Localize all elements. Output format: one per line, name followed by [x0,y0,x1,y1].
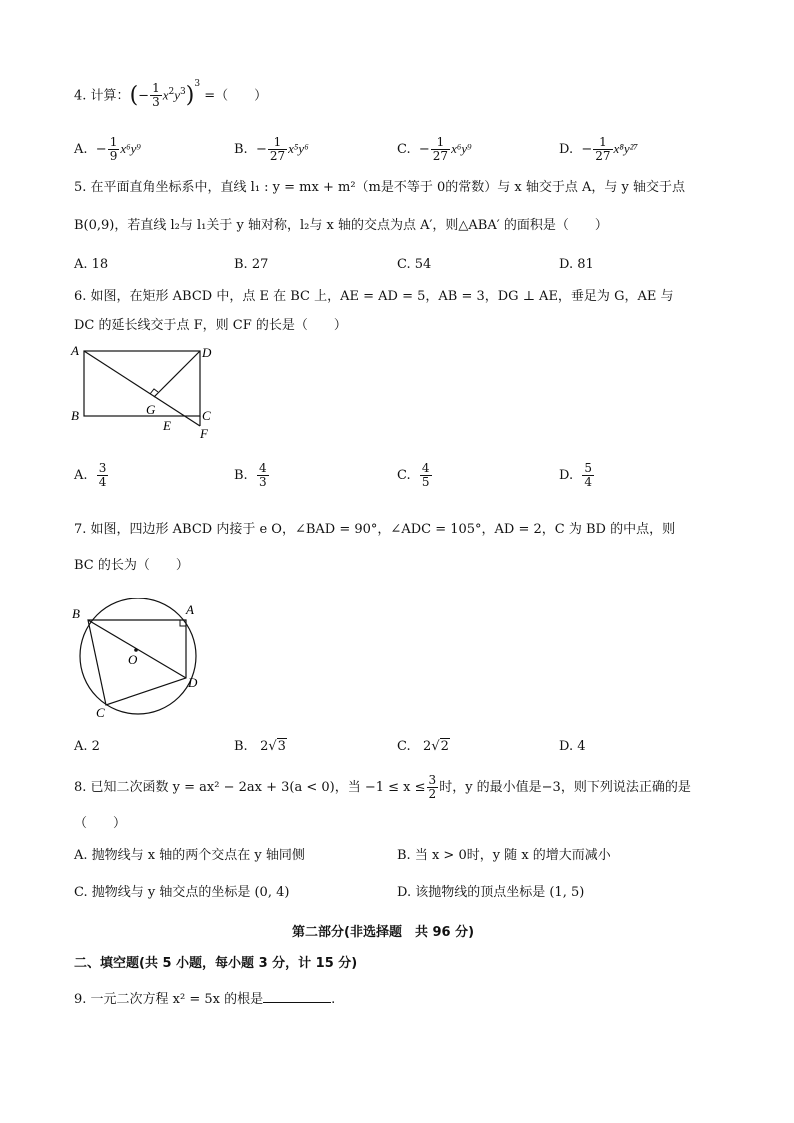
q8-line-2: （ ） [74,816,127,831]
q5-option-b[interactable]: B. 27 [234,257,269,272]
answer-blank[interactable] [263,990,331,1003]
q4-label: 计算： [90,88,130,104]
q8-line-1: 8. 已知二次函数 y = ax² − 2ax + 3(a < 0)，当 −1 ≤ x ≤ $\frac{3}{2}$ 时，y 的最小值是−3，则下列说法正确的是 [74,773,691,801]
label-o: O [128,652,138,667]
q4-option-a[interactable]: A. − $\frac{1}{9}$ x⁶y⁹ [74,135,141,163]
q7-line-2: BC 的长为（ ） [74,558,189,573]
right-angle-mark [150,389,158,394]
q5-line-2: B(0,9)，若直线 l₂与 l₁关于 y 轴对称，l₂与 x 轴的交点为点 A′，则△ABA′ 的面积是（ ） [74,218,608,233]
label-a: A [186,602,194,617]
part-two-title: 第二部分(非选择题 共 96 分) [292,925,475,940]
label-c: C [96,705,105,720]
question-9: 9. 一元二次方程 x² = 5x 的根是 . [74,992,336,1007]
q4-tail: =（ ） [204,88,268,104]
q6-line-1: 6. 如图，在矩形 ABCD 中，点 E 在 BC 上，AE = AD = 5，AB = 3，DG ⊥ AE，垂足为 G，AE 与 [74,289,674,304]
q4-option-c[interactable]: C. − $\frac{1}{27}$ x⁶y⁹ [397,135,472,163]
q7-option-b[interactable]: B. 2√3 [234,739,286,754]
q6-option-d[interactable]: D. $\frac{5}{4}$ [559,461,592,489]
q7-option-d[interactable]: D. 4 [559,739,586,754]
q6-option-a[interactable]: A. $\frac{3}{4}$ [74,461,107,489]
q5-option-a[interactable]: A. 18 [74,257,109,272]
q7-option-a[interactable]: A. 2 [74,739,100,754]
section-fill-in-title: 二、填空题(共 5 小题，每小题 3 分，计 15 分) [74,956,358,971]
label-a: A [71,343,79,358]
label-c: C [202,408,211,423]
question-4: 4. 计算：(− $\frac{1}{3}$ $x^2y^3)^3$ =（ ） [74,79,268,110]
q6-option-c[interactable]: C. $\frac{4}{5}$ [397,461,430,489]
q8-option-d[interactable]: D. 该抛物线的顶点坐标是 (1, 5) [397,885,585,900]
label-f: F [200,426,208,441]
q6-rectangle-figure [66,340,226,445]
label-b: B [71,408,79,423]
q4-option-d[interactable]: D. − $\frac{1}{27}$ x⁸y²⁷ [559,135,639,163]
q8-option-a[interactable]: A. 抛物线与 x 轴的两个交点在 y 轴同侧 [74,848,305,863]
label-d: D [188,675,198,690]
segment-dg [154,351,200,397]
q7-line-1: 7. 如图，四边形 ABCD 内接于 e O，∠BAD = 90°，∠ADC = 105°，AD = 2，C 为 BD 的中点，则 [74,522,676,537]
q4-number: 4. [74,88,87,104]
q8-option-c[interactable]: C. 抛物线与 y 轴交点的坐标是 (0, 4) [74,885,290,900]
q5-option-c[interactable]: C. 54 [397,257,432,272]
label-b: B [72,606,80,621]
q4-option-b[interactable]: B. − $\frac{1}{27}$ x⁵y⁶ [234,135,309,163]
label-d: D [202,345,212,360]
label-g: G [146,402,156,417]
q8-option-b[interactable]: B. 当 x > 0时，y 随 x 的增大而减小 [397,848,611,863]
q7-circle-figure [66,598,216,723]
segment-af [84,351,200,426]
q5-option-d[interactable]: D. 81 [559,257,594,272]
q6-line-2: DC 的延长线交于点 F，则 CF 的长是（ ） [74,318,347,333]
rect-abcd [84,351,200,416]
q5-line-1: 5. 在平面直角坐标系中，直线 l₁ : y = mx + m²（m是不等于 0的常数）与 x 轴交于点 A，与 y 轴交于点 [74,180,685,195]
circle-o [80,598,196,714]
q6-option-b[interactable]: B. $\frac{4}{3}$ [234,461,267,489]
label-e: E [163,418,171,433]
q7-option-c[interactable]: C. 2√2 [397,739,449,754]
